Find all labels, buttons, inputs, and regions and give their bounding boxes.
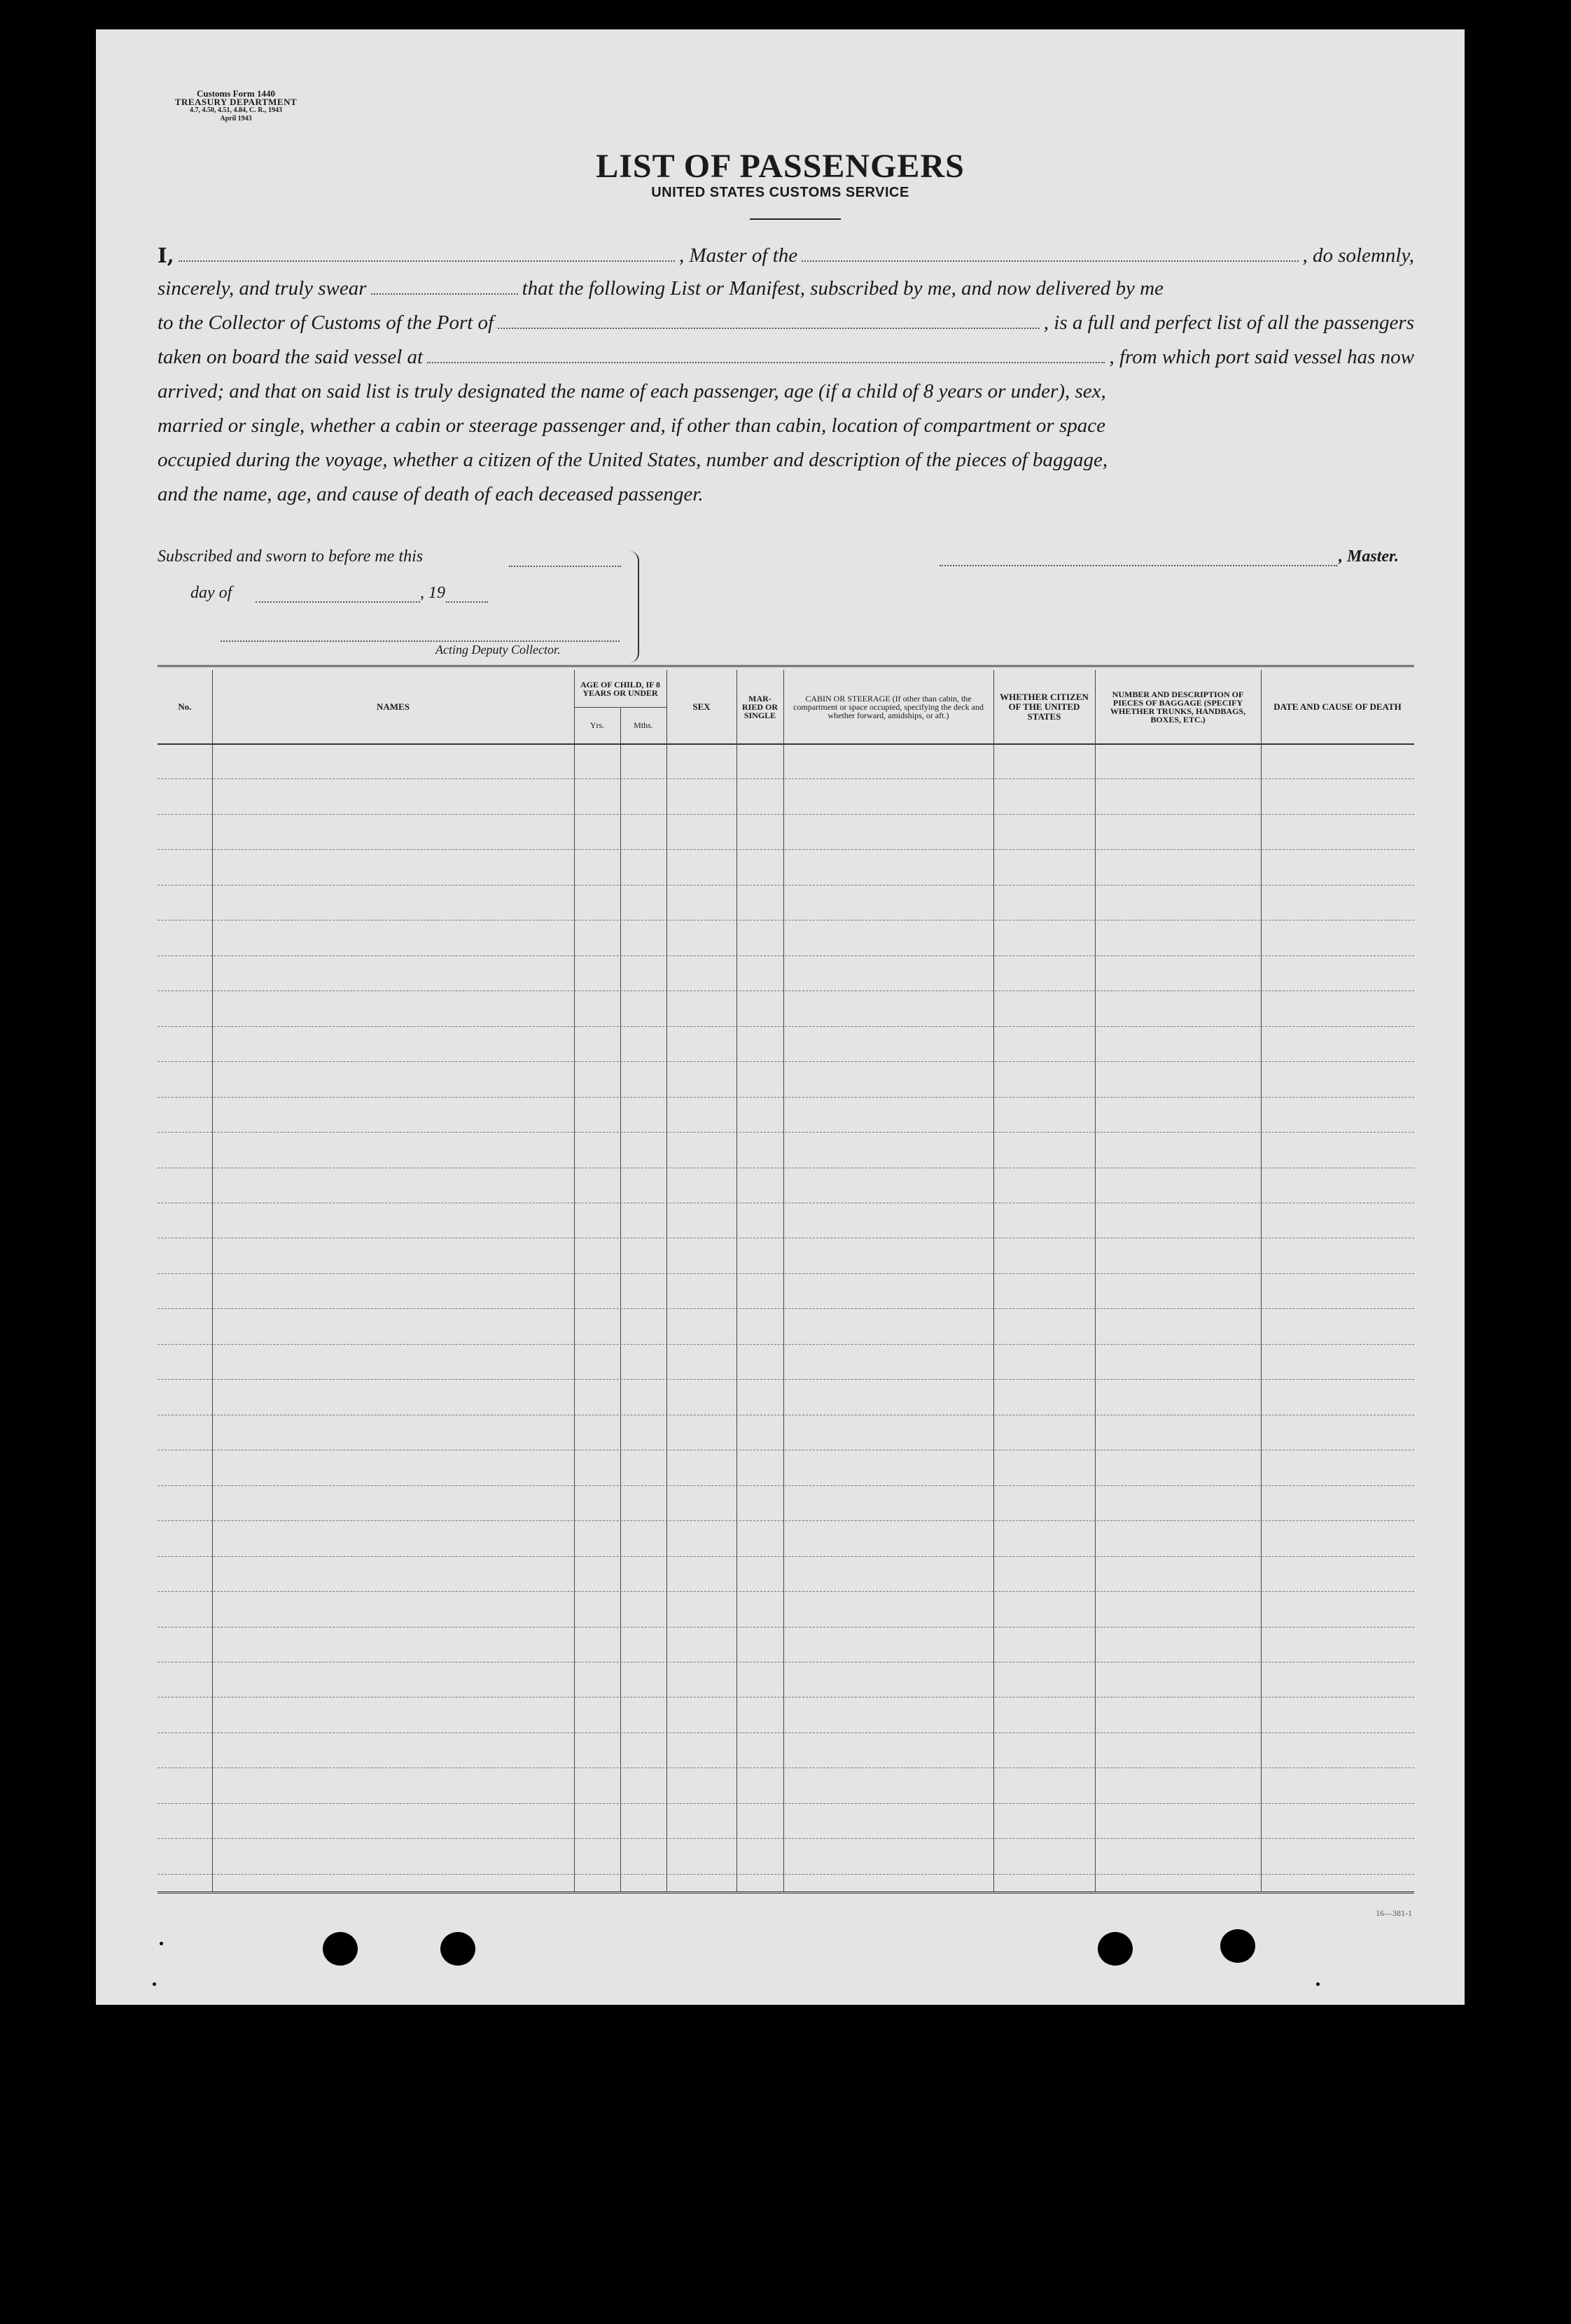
day-of-label: day of xyxy=(190,584,232,602)
column-divider xyxy=(212,670,213,1891)
table-row[interactable] xyxy=(158,1273,1414,1274)
oath-text: arrived; and that on said list is truly designated the name of each passenger, age (if a child of 8 years or under), sex, xyxy=(158,380,1106,402)
column-divider xyxy=(783,670,784,1891)
header-no: No. xyxy=(178,701,192,712)
oath-line-1 xyxy=(158,244,1414,267)
table-row[interactable] xyxy=(158,814,1414,815)
column-divider xyxy=(993,670,994,1891)
department: TREASURY DEPARTMENT xyxy=(174,97,298,107)
boarding-port-blank[interactable] xyxy=(427,361,1105,363)
header-cabin: CABIN OR STEERAGE (If other than cabin, the compartment or space occupied, specifying the deck and whether forward, amidships, or aft.) xyxy=(793,693,984,720)
table-row[interactable] xyxy=(158,1379,1414,1380)
form-identifier xyxy=(138,90,334,123)
table-row[interactable] xyxy=(158,1697,1414,1698)
oath-line-5 xyxy=(158,380,1414,403)
punch-hole xyxy=(440,1932,475,1966)
page-title: LIST OF PASSENGERS xyxy=(596,148,965,185)
swear-blank[interactable] xyxy=(371,293,518,295)
table-row[interactable] xyxy=(158,1061,1414,1062)
header-years: Yrs. xyxy=(589,720,605,730)
table-row[interactable] xyxy=(158,1591,1414,1592)
page-subtitle: UNITED STATES CUSTOMS SERVICE xyxy=(651,185,909,200)
table-row[interactable] xyxy=(158,1097,1414,1098)
table-row[interactable] xyxy=(158,1803,1414,1804)
signature-brace xyxy=(627,551,639,663)
form-number: Customs Form 1440 xyxy=(197,88,275,99)
oath-text: taken on board the said vessel at xyxy=(158,346,424,368)
oath-text: to the Collector of Customs of the Port of xyxy=(158,312,494,334)
speck xyxy=(160,1942,163,1945)
column-divider xyxy=(736,670,737,1891)
table-row[interactable] xyxy=(158,1874,1414,1875)
table-row[interactable] xyxy=(158,1026,1414,1027)
port-blank[interactable] xyxy=(498,327,1040,329)
oath-line-4 xyxy=(158,346,1414,369)
header-married: MAR- RIED OR SINGLE xyxy=(741,693,778,720)
oath-line-2 xyxy=(158,277,1414,300)
header-age: AGE OF CHILD, IF 8 YEARS OR UNDER xyxy=(580,679,661,698)
oath-text: married or single, whether a cabin or steerage passenger and, if other than cabin, location of compartment or space xyxy=(158,414,1105,437)
speck xyxy=(1316,1982,1320,1986)
passenger-table xyxy=(158,670,1414,1891)
year-label: , 19 xyxy=(420,584,445,602)
column-divider xyxy=(574,670,575,1891)
oath-line-8 xyxy=(158,483,1414,506)
punch-hole xyxy=(323,1932,358,1966)
oath-line-3 xyxy=(158,312,1414,335)
table-top-rule xyxy=(158,665,1414,669)
oath-text: occupied during the voyage, whether a citizen of the United States, number and description of the pieces of baggage, xyxy=(158,449,1108,471)
month-blank[interactable] xyxy=(256,601,420,603)
document-page xyxy=(96,29,1465,2005)
table-row[interactable] xyxy=(158,1838,1414,1839)
oath-text: , do solemnly, xyxy=(1302,244,1415,267)
master-name-blank[interactable] xyxy=(179,260,675,262)
collector-signature-line[interactable] xyxy=(221,640,620,642)
table-row[interactable] xyxy=(158,1308,1414,1309)
table-row[interactable] xyxy=(158,1732,1414,1733)
acting-collector-label: Acting Deputy Collector. xyxy=(435,643,561,657)
table-row[interactable] xyxy=(158,990,1414,991)
table-row[interactable] xyxy=(158,1132,1414,1133)
year-blank[interactable] xyxy=(446,601,488,603)
column-divider xyxy=(1261,670,1262,1891)
table-bottom-rule xyxy=(158,1891,1414,1893)
oath-text: and the name, age, and cause of death of each deceased passenger. xyxy=(158,483,704,505)
header-death: DATE AND CAUSE OF DEATH xyxy=(1273,701,1402,712)
regulations: 4.7, 4.50, 4.51, 4.84, C. R., 1943 xyxy=(190,106,282,114)
table-row[interactable] xyxy=(158,1485,1414,1486)
oath-text: sincerely, and truly swear xyxy=(158,277,367,300)
oath-text: , is a full and perfect list of all the passengers xyxy=(1043,312,1414,334)
title-rule xyxy=(750,218,841,220)
column-divider xyxy=(666,670,667,1891)
subscribed-label: Subscribed and sworn to before me this xyxy=(158,547,424,566)
master-label: , Master. xyxy=(1339,547,1399,566)
header-names: NAMES xyxy=(377,701,410,712)
column-divider xyxy=(1095,670,1096,1891)
oath-line-6 xyxy=(158,414,1414,438)
table-row[interactable] xyxy=(158,1344,1414,1345)
header-bottom-rule xyxy=(158,743,1414,745)
oath-text: I, xyxy=(158,244,174,267)
punch-hole xyxy=(1098,1932,1133,1966)
header-sex: SEX xyxy=(692,701,711,712)
table-row[interactable] xyxy=(158,1627,1414,1628)
table-row[interactable] xyxy=(158,1520,1414,1521)
punch-hole xyxy=(1220,1929,1255,1963)
subscribed-day-blank[interactable] xyxy=(509,565,621,567)
oath-text: that the following List or Manifest, subscribed by me, and now delivered by me xyxy=(522,277,1164,300)
table-row[interactable] xyxy=(158,778,1414,779)
table-row[interactable] xyxy=(158,849,1414,850)
footer-code: 16—381-1 xyxy=(1376,1908,1412,1918)
oath-text: , Master of the xyxy=(679,244,798,267)
oath-line-7 xyxy=(158,449,1414,472)
header-citizen: WHETHER CITIZEN OF THE UNITED STATES xyxy=(1000,691,1089,722)
table-row[interactable] xyxy=(158,885,1414,886)
master-signature-line[interactable] xyxy=(940,564,1337,566)
table-row[interactable] xyxy=(158,1556,1414,1557)
header-baggage: NUMBER AND DESCRIPTION OF PIECES OF BAGGAGE (SPECIFY WHETHER TRUNKS, HANDBAGS, BOXES, ETC.) xyxy=(1110,689,1246,724)
vessel-name-blank[interactable] xyxy=(802,260,1298,262)
table-row[interactable] xyxy=(158,955,1414,956)
header-months: Mths. xyxy=(634,720,653,730)
speck xyxy=(153,1982,156,1986)
oath-text: , from which port said vessel has now xyxy=(1109,346,1414,368)
form-date: April 1943 xyxy=(220,115,252,122)
